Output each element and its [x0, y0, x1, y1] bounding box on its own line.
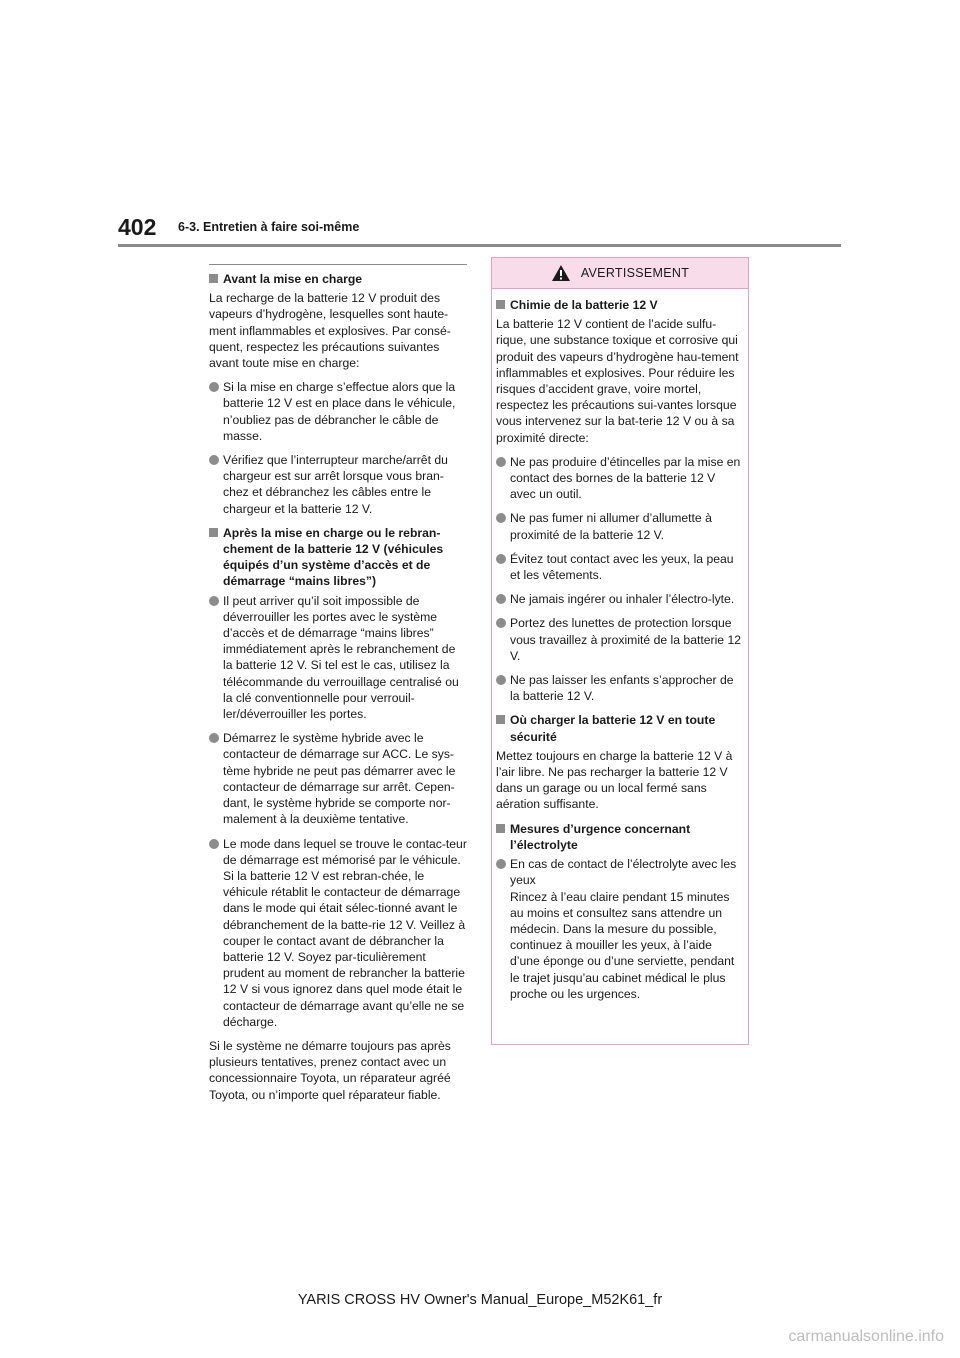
paragraph: La batterie 12 V contient de l’acide sulfu-rique, une substance toxique et corrosive qui produit des vapeurs d’hydrogène hau-tement inflammables et explosives. Pour réduire les risques d’accident grave, voire mortel, respectez les précautions sui-vantes lorsque vous intervenez sur la bat-terie 12 V ou à sa proximité directe:	[496, 317, 739, 445]
left-column	[209, 264, 467, 1111]
heading-chimie: Chimie de la batterie 12 V	[496, 297, 744, 313]
warning-box	[491, 257, 749, 1045]
bullet-item: Ne pas laisser les enfants s’approcher de la batterie 12 V.	[496, 672, 744, 704]
page-number: 402	[118, 214, 157, 240]
warning-title: AVERTISSEMENT	[580, 266, 690, 280]
bullet-item: Le mode dans lequel se trouve le contac-teur de démarrage est mémorisé par le véhicule. Si la batterie 12 V est rebran-chée, le véhicule rétablit le contacteur de démarrage dans le mode qui était sélec-tionné avant le débranchement de la batte-rie 12 V. Veillez à couper le contact avant de débrancher la batterie 12 V. Soyez par-ticulièrement prudent au moment de rebrancher la batterie 12 V si vous ignorez dans quel mode était le contacteur de démarrage avant qu’elle ne se décharge.	[209, 836, 467, 1030]
heading-mesures-urgence: Mesures d’urgence concernant l’électrolyte	[496, 821, 744, 853]
bullet-item: Démarrez le système hybride avec le contacteur de démarrage sur ACC. Le sys-tème hybride ne peut pas démarrer avec le contacteur de démarrage sur arrêt. Cepen-dant, le système hybride se comporte nor-malement à la deuxième tentative.	[209, 730, 467, 827]
heading-ou-charger: Où charger la batterie 12 V en toute sécurité	[496, 712, 744, 744]
footer-manual-id: YARIS CROSS HV Owner's Manual_Europe_M52K61_fr	[297, 1292, 663, 1308]
warning-triangle-icon	[551, 264, 571, 282]
warning-header	[492, 258, 748, 289]
paragraph: Si le système ne démarre toujours pas après plusieurs tentatives, prenez contact avec un concessionnaire Toyota, un réparateur agréé Toyota, ou n’importe quel réparateur fiable.	[209, 1038, 451, 1102]
bullet-item: Vérifiez que l’interrupteur marche/arrêt du chargeur est sur arrêt lorsque vous bran-chez et débranchez les câbles entre le chargeur et la batterie 12 V.	[209, 452, 467, 517]
bullet-item-line: En cas de contact de l’électrolyte avec les yeux	[510, 857, 737, 888]
left-column-divider	[209, 264, 467, 265]
bullet-item: Portez des lunettes de protection lorsque vous travaillez à proximité de la batterie 12 V.	[496, 615, 744, 664]
bullet-item: Ne jamais ingérer ou inhaler l’électro-lyte.	[496, 591, 744, 607]
bullet-item	[496, 856, 744, 1002]
header-divider	[118, 244, 841, 247]
bullet-item-line: Rincez à l’eau claire pendant 15 minutes au moins et consultez sans attendre un médecin. Dans la mesure du possible, continuez à mouiller les yeux, à l’aide d’une éponge ou d’une serviette, pendant le trajet jusqu’au cabinet médical le plus proche ou les urgences.	[510, 889, 735, 1001]
bullet-item: Ne pas produire d’étincelles par la mise en contact des bornes de la batterie 12 V avec un outil.	[496, 454, 744, 503]
bullet-item: Évitez tout contact avec les yeux, la peau et les vêtements.	[496, 551, 744, 583]
section-title: 6-3. Entretien à faire soi-même	[178, 220, 360, 234]
bullet-item: Il peut arriver qu’il soit impossible de déverrouiller les portes avec le système d’accès et de démarrage “mains libres” immédiatement après le rebranchement de la batterie 12 V. Si tel est le cas, utilisez la télécommande du verrouillage centralisé ou la clé conventionnelle pour verrouil-ler/déverrouiller les portes.	[209, 593, 467, 723]
paragraph: Mettez toujours en charge la batterie 12 V à l’air libre. Ne pas recharger la batterie 12 V dans un garage ou un local fermé sans aération suffisante.	[496, 748, 733, 812]
warning-body	[492, 289, 748, 1002]
bullet-item: Si la mise en charge s’effectue alors que la batterie 12 V est en place dans le véhicule, n’oubliez pas de débrancher le câble de masse.	[209, 379, 467, 444]
paragraph: La recharge de la batterie 12 V produit des vapeurs d’hydrogène, lesquelles sont haute-ment inflammables et explosives. Par consé-quent, respectez les précautions suivantes avant toute mise en charge:	[209, 291, 451, 371]
watermark: carmanualsonline.info	[788, 1328, 944, 1345]
bullet-item: Ne pas fumer ni allumer d’allumette à proximité de la batterie 12 V.	[496, 510, 744, 542]
heading-avant-charge: Avant la mise en charge	[209, 271, 467, 287]
heading-apres-charge: Après la mise en charge ou le rebran-chement de la batterie 12 V (véhicules équipés d’un système d’accès et de démarrage “mains libres”)	[209, 525, 467, 590]
